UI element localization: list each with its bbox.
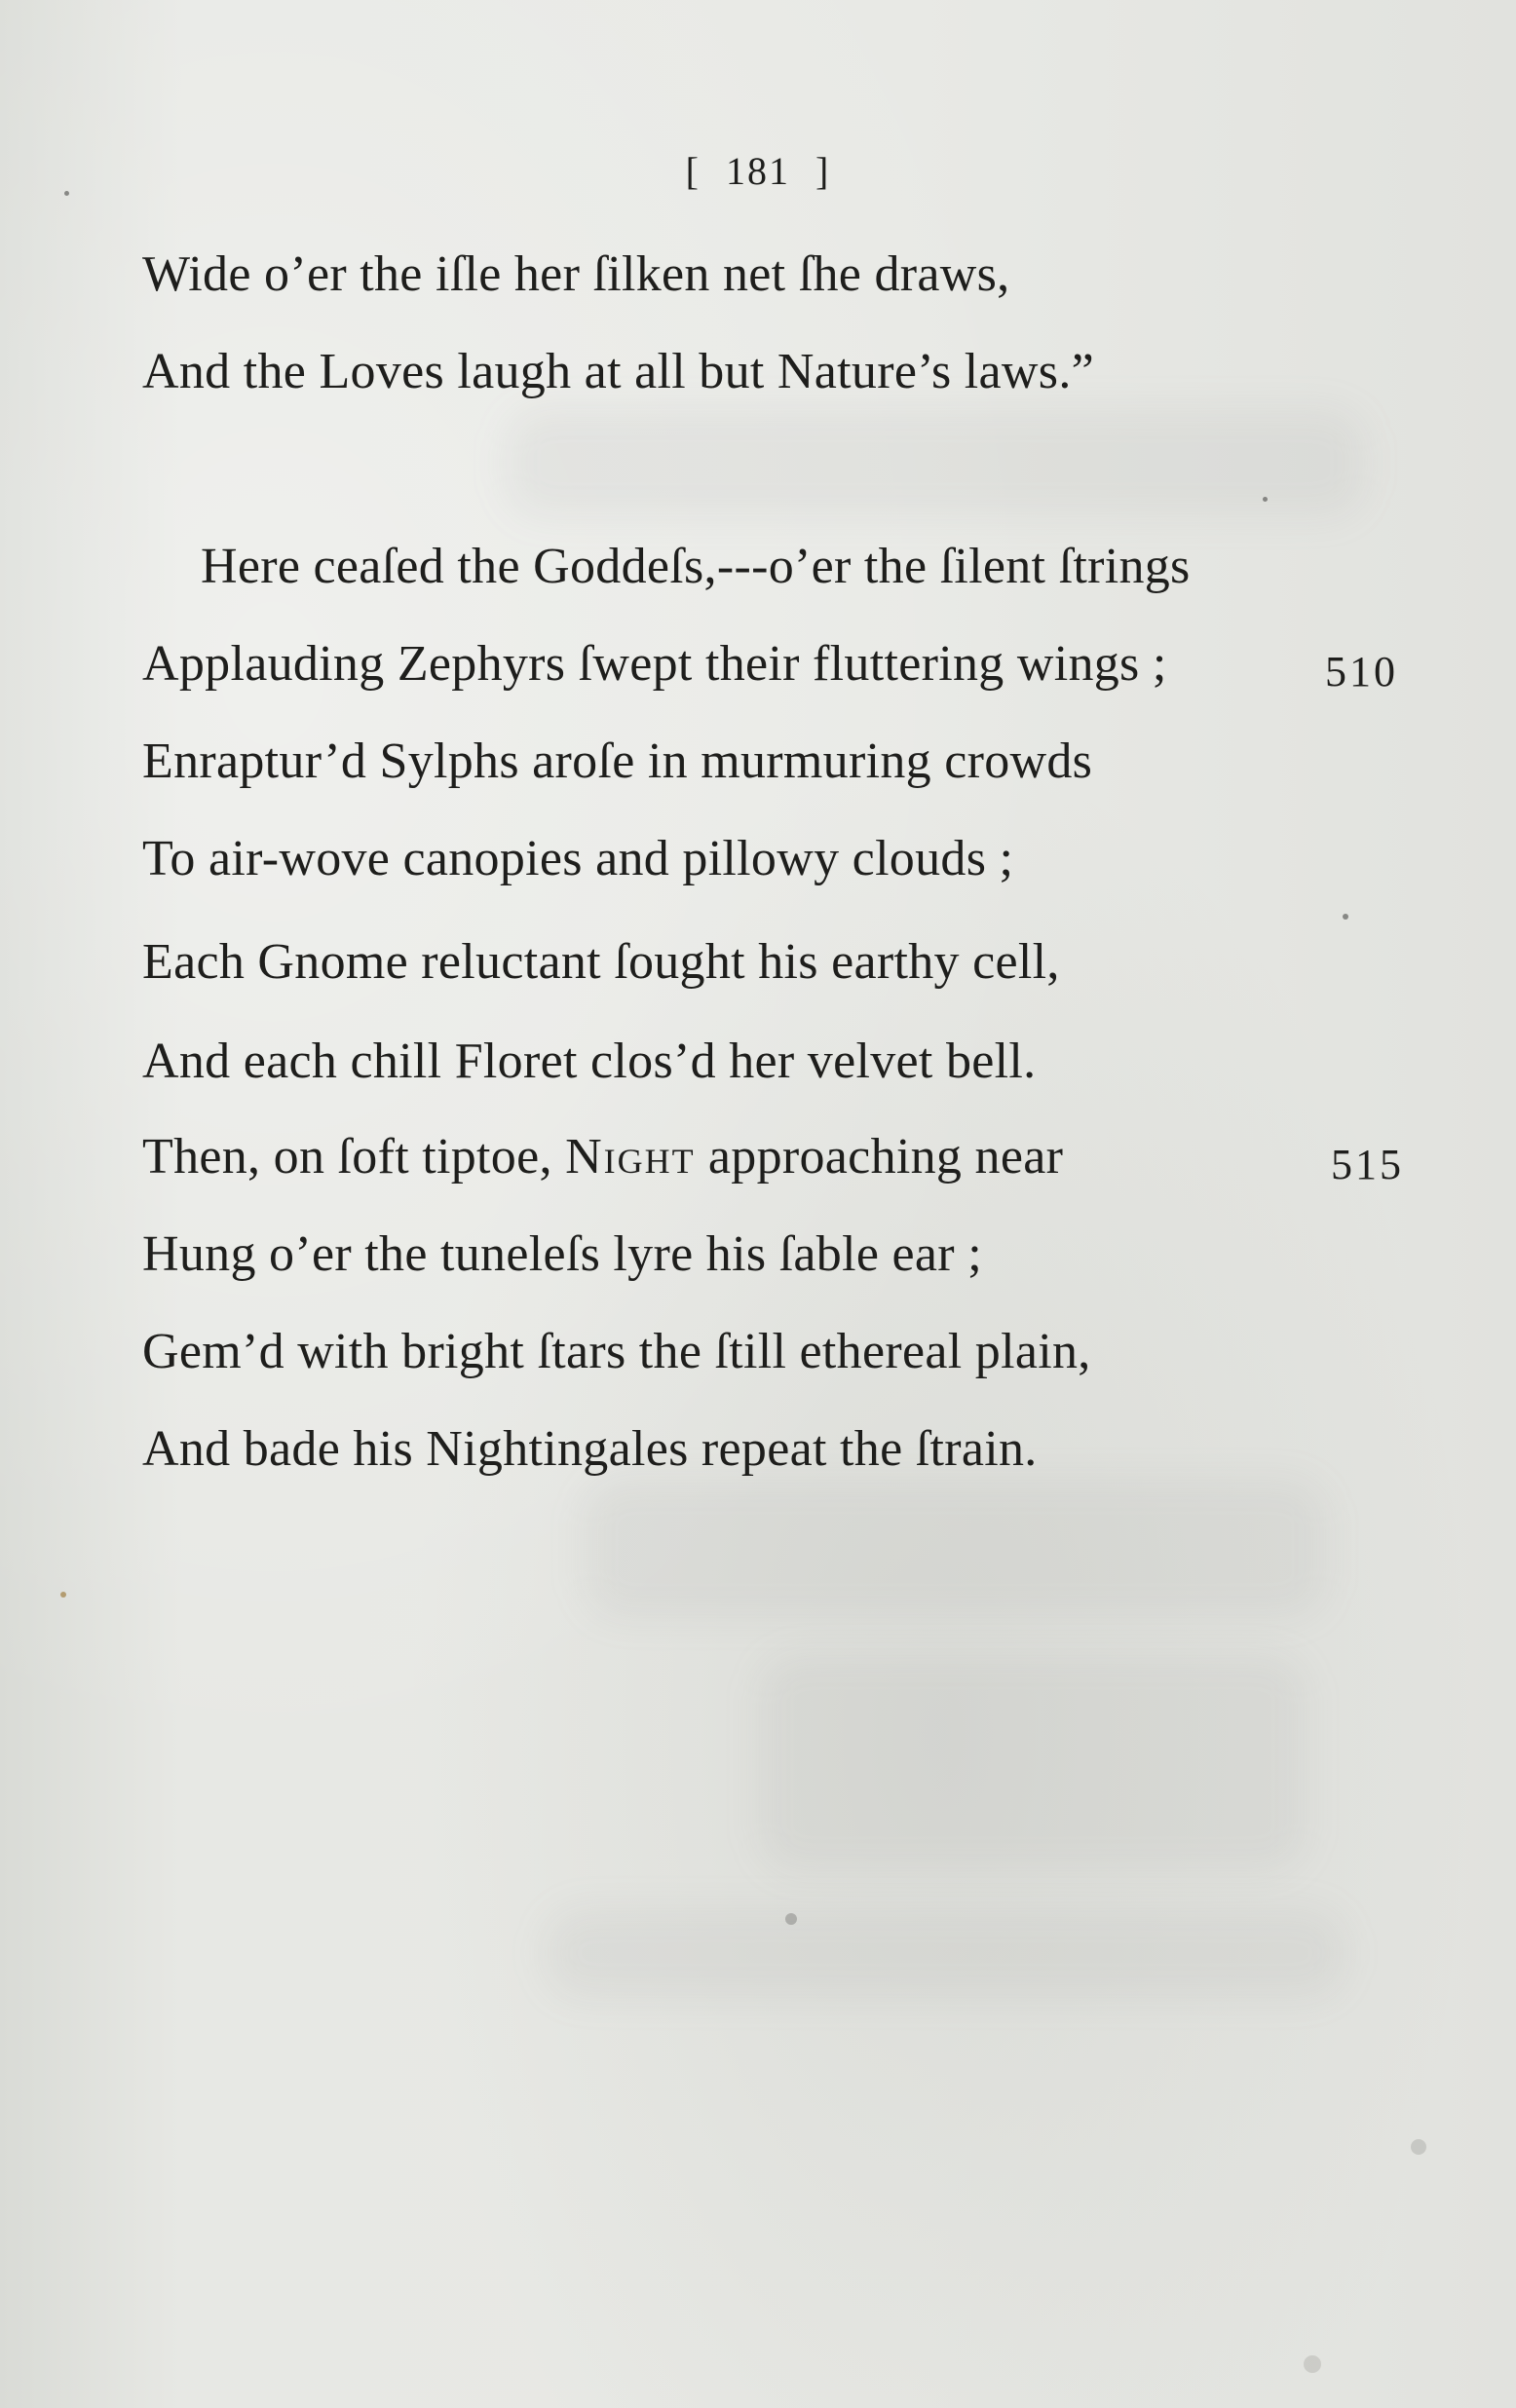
paper-speck <box>785 1913 797 1925</box>
verse-line: Gem’d with bright ſtars the ſtill ethereal plain, <box>142 1324 1091 1379</box>
page-header-open-bracket: [ <box>685 149 701 193</box>
paper-speck <box>1263 497 1268 502</box>
verse-line: Wide o’er the iſle her ſilken net ſhe draws, <box>142 246 1010 302</box>
page-header-close-bracket: ] <box>815 149 831 193</box>
verse-line <box>142 1129 1064 1185</box>
verse-line: Enraptur’d Sylphs aroſe in murmuring crowds <box>142 734 1093 789</box>
verse-line: And bade his Nightingales repeat the ſtrain. <box>142 1421 1038 1477</box>
page-number: 181 <box>726 149 790 193</box>
show-through-stain <box>760 1656 1306 1870</box>
verse-line: Hung o’er the tuneleſs lyre his ſable ear ; <box>142 1226 982 1282</box>
verse-line: Each Gnome reluctant ſought his earthy cell, <box>142 934 1060 990</box>
line-number: 515 <box>1331 1141 1404 1188</box>
verse-line: And each chill Floret clos’d her velvet bell. <box>142 1034 1037 1089</box>
paper-speck <box>1304 2355 1321 2373</box>
verse-line: To air-wove canopies and pillowy clouds ; <box>142 831 1014 886</box>
verse-line: Applauding Zephyrs ſwept their fluttering wings ; <box>142 636 1167 692</box>
page-header <box>0 148 1516 194</box>
paper-speck <box>1343 914 1348 920</box>
verse-line-start: Then, on ſoft tiptoe, <box>142 1129 566 1185</box>
verse-line: And the Loves laugh at all but Nature’s laws.” <box>142 344 1094 399</box>
show-through-stain <box>546 1909 1345 1997</box>
paper-speck <box>60 1592 66 1598</box>
show-through-stain <box>507 409 1364 516</box>
line-number: 510 <box>1325 648 1398 696</box>
verse-line-end: approaching near <box>695 1129 1064 1185</box>
paper-speck <box>1411 2139 1426 2155</box>
verse-line: Here ceaſed the Goddeſs,---o’er the ſilent ſtrings <box>201 539 1191 594</box>
verse-small-caps-word: Night <box>565 1129 696 1185</box>
show-through-stain <box>585 1481 1325 1617</box>
